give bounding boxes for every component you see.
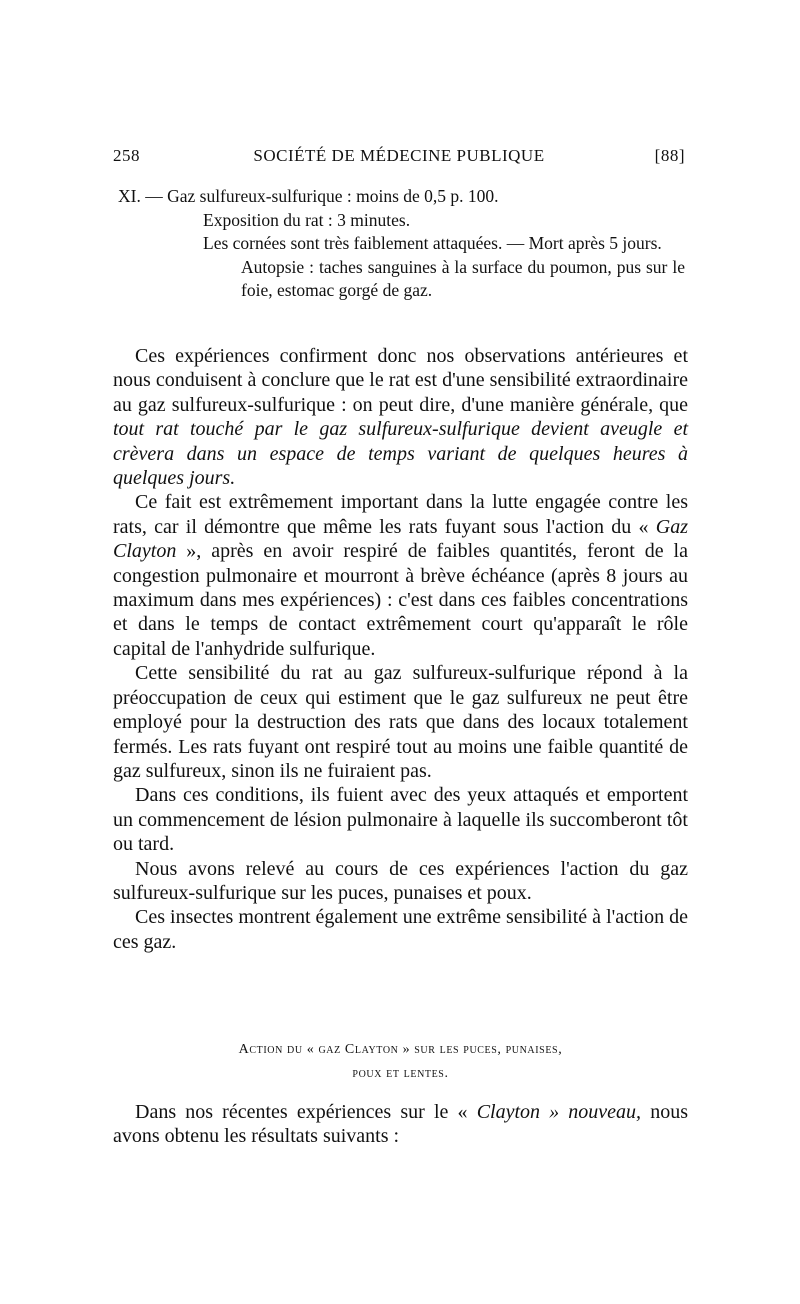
paragraph (113, 344, 688, 490)
paragraph-emphasis: tout rat touché par le gaz sulfureux-sulfurique devient aveugle et crèvera dans un espace de temps variant de quelques heures à quelques jours. (113, 418, 688, 490)
section-heading-line: Action du « gaz Clayton » sur les puces, punaises, (238, 1042, 563, 1057)
final-paragraph-block (113, 1100, 688, 1149)
paragraph-text: », après en avoir respiré de faibles quantités, feront de la congestion pulmonaire et mourront à brève échéance (après 8 jours au maximum dans mes expériences) : c'est dans ces faibles concentrations et dans le temps de contact extrêmement court qu'apparaît le rôle capital de l'anhydride sulfurique. (113, 540, 688, 660)
paragraph (113, 490, 688, 661)
paragraph: Dans ces conditions, ils fuient avec des yeux attaqués et emportent un commencement de lésion pulmonaire à laquelle ils succomberont tôt ou tard. (113, 784, 688, 856)
experiment-line: XI. — Gaz sulfureux-sulfurique : moins de 0,5 p. 100. (118, 186, 499, 206)
section-heading (113, 1038, 688, 1086)
paragraph: Ces insectes montrent également une extrême sensibilité à l'action de ces gaz. (113, 906, 688, 953)
journal-title: SOCIÉTÉ DE MÉDECINE PUBLIQUE (253, 146, 545, 165)
paragraph-text: Ce fait est extrêmement important dans la lutte engagée contre les rats, car il démontre que même les rats fuyant sous l'action du « (113, 491, 688, 538)
paragraph-text: nous avons obtenu les résultats suivants : (113, 1101, 688, 1148)
running-header (113, 146, 685, 170)
experiment-block (113, 185, 685, 303)
body-text (113, 344, 688, 954)
paragraph: Cette sensibilité du rat au gaz sulfureux-sulfurique répond à la préoccupation de ceux qui estiment que le gaz sulfureux ne peut être employé pour la destruction des rats que dans des locaux totalement fermés. Les rats fuyant ont respiré tout au moins une faible quantité de gaz sulfureux, sinon ils ne fuiraient pas. (113, 662, 688, 782)
paragraph-text: Ces expériences confirment donc nos observations antérieures et nous conduisent à conclure que le rat est d'une sensibilité extraordinaire au gaz sulfureux-sulfurique : on peut dire, d'une manière générale, que (113, 345, 688, 416)
paragraph-emphasis: Clayton » nouveau, (476, 1101, 642, 1123)
experiment-line: Exposition du rat : 3 minutes. (203, 209, 411, 230)
paragraph-text: Dans nos récentes expériences sur le « (135, 1101, 477, 1123)
folio-number: [88] (654, 146, 685, 165)
paragraph-emphasis: Gaz Clayton (113, 515, 688, 563)
section-heading-line: poux et lentes. (352, 1066, 449, 1081)
paragraph (113, 1100, 688, 1149)
paragraph: Nous avons relevé au cours de ces expériences l'action du gaz sulfureux-sulfurique sur les puces, punaises et poux. (113, 857, 688, 904)
page-number: 258 (113, 146, 140, 165)
experiment-line: Autopsie : taches sanguines à la surface du poumon, pus sur le foie, estomac gorgé de gaz. (241, 256, 685, 300)
experiment-line: Les cornées sont très faiblement attaquées. — Mort après 5 jours. (203, 233, 662, 253)
